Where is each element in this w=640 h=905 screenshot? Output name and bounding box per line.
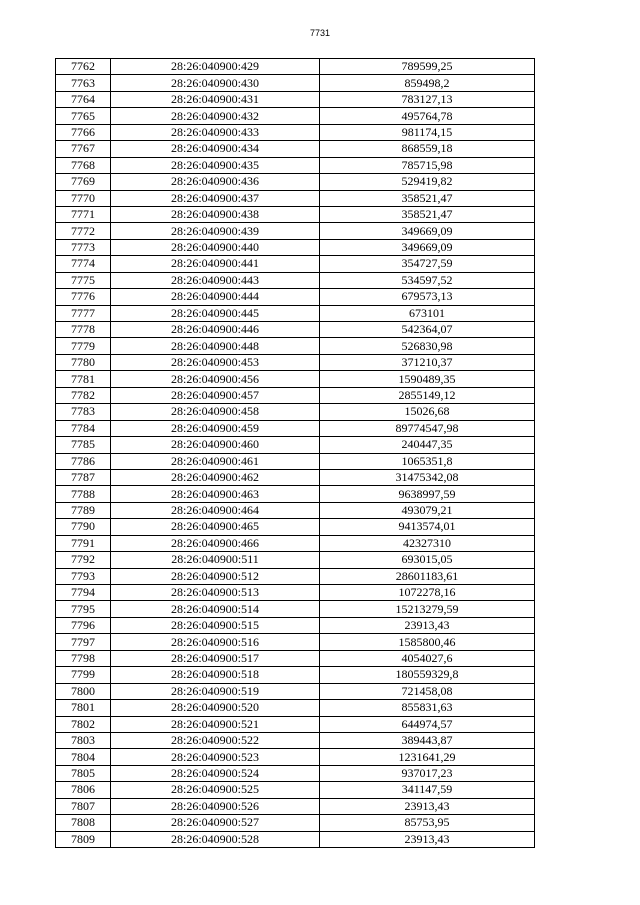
table-row	[56, 108, 535, 124]
table-row	[56, 420, 535, 436]
row-number-cell: 7803	[56, 732, 111, 748]
cadastral-number-cell: 28:26:040900:441	[111, 256, 320, 272]
row-number-cell: 7770	[56, 190, 111, 206]
cadastral-number-cell: 28:26:040900:459	[111, 420, 320, 436]
cadastral-number-cell: 28:26:040900:436	[111, 174, 320, 190]
row-number-cell: 7765	[56, 108, 111, 124]
row-number-cell: 7768	[56, 157, 111, 173]
cadastral-value-table	[55, 58, 535, 848]
row-number-cell: 7795	[56, 601, 111, 617]
cadastral-number-cell: 28:26:040900:453	[111, 354, 320, 370]
cadastral-number-cell: 28:26:040900:518	[111, 667, 320, 683]
table-row	[56, 404, 535, 420]
table-row	[56, 486, 535, 502]
cadastral-value-cell: 9638997,59	[320, 486, 535, 502]
row-number-cell: 7791	[56, 535, 111, 551]
cadastral-number-cell: 28:26:040900:522	[111, 732, 320, 748]
page-number: 7731	[309, 28, 331, 38]
cadastral-value-cell: 358521,47	[320, 190, 535, 206]
cadastral-number-cell: 28:26:040900:432	[111, 108, 320, 124]
row-number-cell: 7787	[56, 469, 111, 485]
row-number-cell: 7771	[56, 206, 111, 222]
cadastral-number-cell: 28:26:040900:435	[111, 157, 320, 173]
row-number-cell: 7766	[56, 124, 111, 140]
row-number-cell: 7779	[56, 338, 111, 354]
cadastral-value-cell: 354727,59	[320, 256, 535, 272]
cadastral-value-cell: 349669,09	[320, 239, 535, 255]
table-row	[56, 206, 535, 222]
table-row	[56, 272, 535, 288]
row-number-cell: 7800	[56, 683, 111, 699]
table-row	[56, 223, 535, 239]
cadastral-number-cell: 28:26:040900:462	[111, 469, 320, 485]
cadastral-value-cell: 358521,47	[320, 206, 535, 222]
table-row	[56, 371, 535, 387]
table-body	[56, 59, 535, 848]
cadastral-value-cell: 542364,07	[320, 322, 535, 338]
cadastral-number-cell: 28:26:040900:444	[111, 289, 320, 305]
row-number-cell: 7807	[56, 798, 111, 814]
table-row	[56, 354, 535, 370]
table-row	[56, 322, 535, 338]
table-row	[56, 782, 535, 798]
cadastral-value-cell: 1065351,8	[320, 453, 535, 469]
cadastral-number-cell: 28:26:040900:525	[111, 782, 320, 798]
cadastral-value-cell: 493079,21	[320, 502, 535, 518]
cadastral-value-cell: 1590489,35	[320, 371, 535, 387]
cadastral-number-cell: 28:26:040900:457	[111, 387, 320, 403]
row-number-cell: 7804	[56, 749, 111, 765]
table-row	[56, 585, 535, 601]
cadastral-value-cell: 349669,09	[320, 223, 535, 239]
cadastral-value-cell: 1231641,29	[320, 749, 535, 765]
row-number-cell: 7769	[56, 174, 111, 190]
cadastral-value-cell: 789599,25	[320, 59, 535, 75]
cadastral-number-cell: 28:26:040900:520	[111, 700, 320, 716]
cadastral-number-cell: 28:26:040900:514	[111, 601, 320, 617]
row-number-cell: 7793	[56, 568, 111, 584]
table-row	[56, 568, 535, 584]
cadastral-value-cell: 1585800,46	[320, 634, 535, 650]
cadastral-value-cell: 785715,98	[320, 157, 535, 173]
cadastral-number-cell: 28:26:040900:429	[111, 59, 320, 75]
cadastral-number-cell: 28:26:040900:445	[111, 305, 320, 321]
row-number-cell: 7775	[56, 272, 111, 288]
cadastral-value-cell: 1072278,16	[320, 585, 535, 601]
cadastral-number-cell: 28:26:040900:526	[111, 798, 320, 814]
table-row	[56, 141, 535, 157]
table-row	[56, 91, 535, 107]
row-number-cell: 7808	[56, 815, 111, 831]
cadastral-number-cell: 28:26:040900:446	[111, 322, 320, 338]
cadastral-value-cell: 89774547,98	[320, 420, 535, 436]
cadastral-value-cell: 644974,57	[320, 716, 535, 732]
table-row	[56, 124, 535, 140]
row-number-cell: 7784	[56, 420, 111, 436]
row-number-cell: 7788	[56, 486, 111, 502]
cadastral-number-cell: 28:26:040900:430	[111, 75, 320, 91]
cadastral-value-cell: 855831,63	[320, 700, 535, 716]
cadastral-value-cell: 721458,08	[320, 683, 535, 699]
table-row	[56, 700, 535, 716]
row-number-cell: 7806	[56, 782, 111, 798]
table-row	[56, 831, 535, 847]
row-number-cell: 7802	[56, 716, 111, 732]
table-row	[56, 535, 535, 551]
table-row	[56, 815, 535, 831]
cadastral-value-cell: 981174,15	[320, 124, 535, 140]
cadastral-value-cell: 859498,2	[320, 75, 535, 91]
cadastral-number-cell: 28:26:040900:517	[111, 650, 320, 666]
cadastral-value-cell: 15026,68	[320, 404, 535, 420]
row-number-cell: 7767	[56, 141, 111, 157]
cadastral-number-cell: 28:26:040900:448	[111, 338, 320, 354]
cadastral-number-cell: 28:26:040900:519	[111, 683, 320, 699]
cadastral-value-cell: 495764,78	[320, 108, 535, 124]
cadastral-value-cell: 23913,43	[320, 798, 535, 814]
row-number-cell: 7796	[56, 617, 111, 633]
row-number-cell: 7789	[56, 502, 111, 518]
cadastral-number-cell: 28:26:040900:463	[111, 486, 320, 502]
table-row	[56, 683, 535, 699]
row-number-cell: 7776	[56, 289, 111, 305]
cadastral-number-cell: 28:26:040900:439	[111, 223, 320, 239]
table-row	[56, 502, 535, 518]
row-number-cell: 7773	[56, 239, 111, 255]
row-number-cell: 7782	[56, 387, 111, 403]
cadastral-number-cell: 28:26:040900:460	[111, 437, 320, 453]
table-row	[56, 798, 535, 814]
cadastral-number-cell: 28:26:040900:521	[111, 716, 320, 732]
cadastral-value-cell: 31475342,08	[320, 469, 535, 485]
row-number-cell: 7786	[56, 453, 111, 469]
cadastral-value-cell: 85753,95	[320, 815, 535, 831]
cadastral-number-cell: 28:26:040900:466	[111, 535, 320, 551]
table-row	[56, 617, 535, 633]
cadastral-value-cell: 371210,37	[320, 354, 535, 370]
cadastral-number-cell: 28:26:040900:523	[111, 749, 320, 765]
cadastral-value-cell: 180559329,8	[320, 667, 535, 683]
cadastral-number-cell: 28:26:040900:456	[111, 371, 320, 387]
cadastral-number-cell: 28:26:040900:512	[111, 568, 320, 584]
cadastral-number-cell: 28:26:040900:461	[111, 453, 320, 469]
row-number-cell: 7777	[56, 305, 111, 321]
table-row	[56, 387, 535, 403]
row-number-cell: 7764	[56, 91, 111, 107]
cadastral-value-cell: 783127,13	[320, 91, 535, 107]
cadastral-value-cell: 693015,05	[320, 552, 535, 568]
row-number-cell: 7785	[56, 437, 111, 453]
table-row	[56, 601, 535, 617]
table-row	[56, 552, 535, 568]
cadastral-value-cell: 2855149,12	[320, 387, 535, 403]
table-row	[56, 289, 535, 305]
row-number-cell: 7792	[56, 552, 111, 568]
cadastral-value-cell: 9413574,01	[320, 519, 535, 535]
row-number-cell: 7805	[56, 765, 111, 781]
table-row	[56, 765, 535, 781]
cadastral-value-cell: 389443,87	[320, 732, 535, 748]
table-row	[56, 667, 535, 683]
table-row	[56, 190, 535, 206]
cadastral-value-cell: 937017,23	[320, 765, 535, 781]
table-row	[56, 732, 535, 748]
cadastral-number-cell: 28:26:040900:528	[111, 831, 320, 847]
cadastral-number-cell: 28:26:040900:440	[111, 239, 320, 255]
cadastral-number-cell: 28:26:040900:524	[111, 765, 320, 781]
cadastral-number-cell: 28:26:040900:438	[111, 206, 320, 222]
row-number-cell: 7794	[56, 585, 111, 601]
cadastral-number-cell: 28:26:040900:433	[111, 124, 320, 140]
cadastral-value-cell: 526830,98	[320, 338, 535, 354]
row-number-cell: 7790	[56, 519, 111, 535]
row-number-cell: 7809	[56, 831, 111, 847]
row-number-cell: 7763	[56, 75, 111, 91]
row-number-cell: 7799	[56, 667, 111, 683]
cadastral-number-cell: 28:26:040900:513	[111, 585, 320, 601]
cadastral-value-cell: 534597,52	[320, 272, 535, 288]
cadastral-value-cell: 23913,43	[320, 831, 535, 847]
row-number-cell: 7781	[56, 371, 111, 387]
table-row	[56, 75, 535, 91]
cadastral-value-cell: 240447,35	[320, 437, 535, 453]
cadastral-value-cell: 28601183,61	[320, 568, 535, 584]
cadastral-value-cell: 4054027,6	[320, 650, 535, 666]
table-row	[56, 305, 535, 321]
table-row	[56, 59, 535, 75]
cadastral-number-cell: 28:26:040900:443	[111, 272, 320, 288]
row-number-cell: 7762	[56, 59, 111, 75]
cadastral-number-cell: 28:26:040900:458	[111, 404, 320, 420]
cadastral-value-cell: 23913,43	[320, 617, 535, 633]
table-row	[56, 519, 535, 535]
cadastral-value-cell: 673101	[320, 305, 535, 321]
cadastral-number-cell: 28:26:040900:437	[111, 190, 320, 206]
cadastral-number-cell: 28:26:040900:515	[111, 617, 320, 633]
row-number-cell: 7797	[56, 634, 111, 650]
row-number-cell: 7801	[56, 700, 111, 716]
table-row	[56, 239, 535, 255]
cadastral-value-cell: 341147,59	[320, 782, 535, 798]
row-number-cell: 7798	[56, 650, 111, 666]
cadastral-value-cell: 868559,18	[320, 141, 535, 157]
row-number-cell: 7772	[56, 223, 111, 239]
table-row	[56, 749, 535, 765]
table-row	[56, 634, 535, 650]
row-number-cell: 7778	[56, 322, 111, 338]
table-row	[56, 437, 535, 453]
cadastral-value-cell: 529419,82	[320, 174, 535, 190]
table-row	[56, 650, 535, 666]
table-row	[56, 716, 535, 732]
cadastral-value-cell: 42327310	[320, 535, 535, 551]
row-number-cell: 7780	[56, 354, 111, 370]
cadastral-number-cell: 28:26:040900:464	[111, 502, 320, 518]
table-row	[56, 469, 535, 485]
cadastral-number-cell: 28:26:040900:465	[111, 519, 320, 535]
table-row	[56, 338, 535, 354]
table-row	[56, 453, 535, 469]
table-row	[56, 174, 535, 190]
row-number-cell: 7774	[56, 256, 111, 272]
cadastral-number-cell: 28:26:040900:434	[111, 141, 320, 157]
table-row	[56, 256, 535, 272]
row-number-cell: 7783	[56, 404, 111, 420]
table-row	[56, 157, 535, 173]
cadastral-number-cell: 28:26:040900:511	[111, 552, 320, 568]
cadastral-number-cell: 28:26:040900:527	[111, 815, 320, 831]
cadastral-value-cell: 15213279,59	[320, 601, 535, 617]
cadastral-number-cell: 28:26:040900:431	[111, 91, 320, 107]
cadastral-value-cell: 679573,13	[320, 289, 535, 305]
cadastral-number-cell: 28:26:040900:516	[111, 634, 320, 650]
